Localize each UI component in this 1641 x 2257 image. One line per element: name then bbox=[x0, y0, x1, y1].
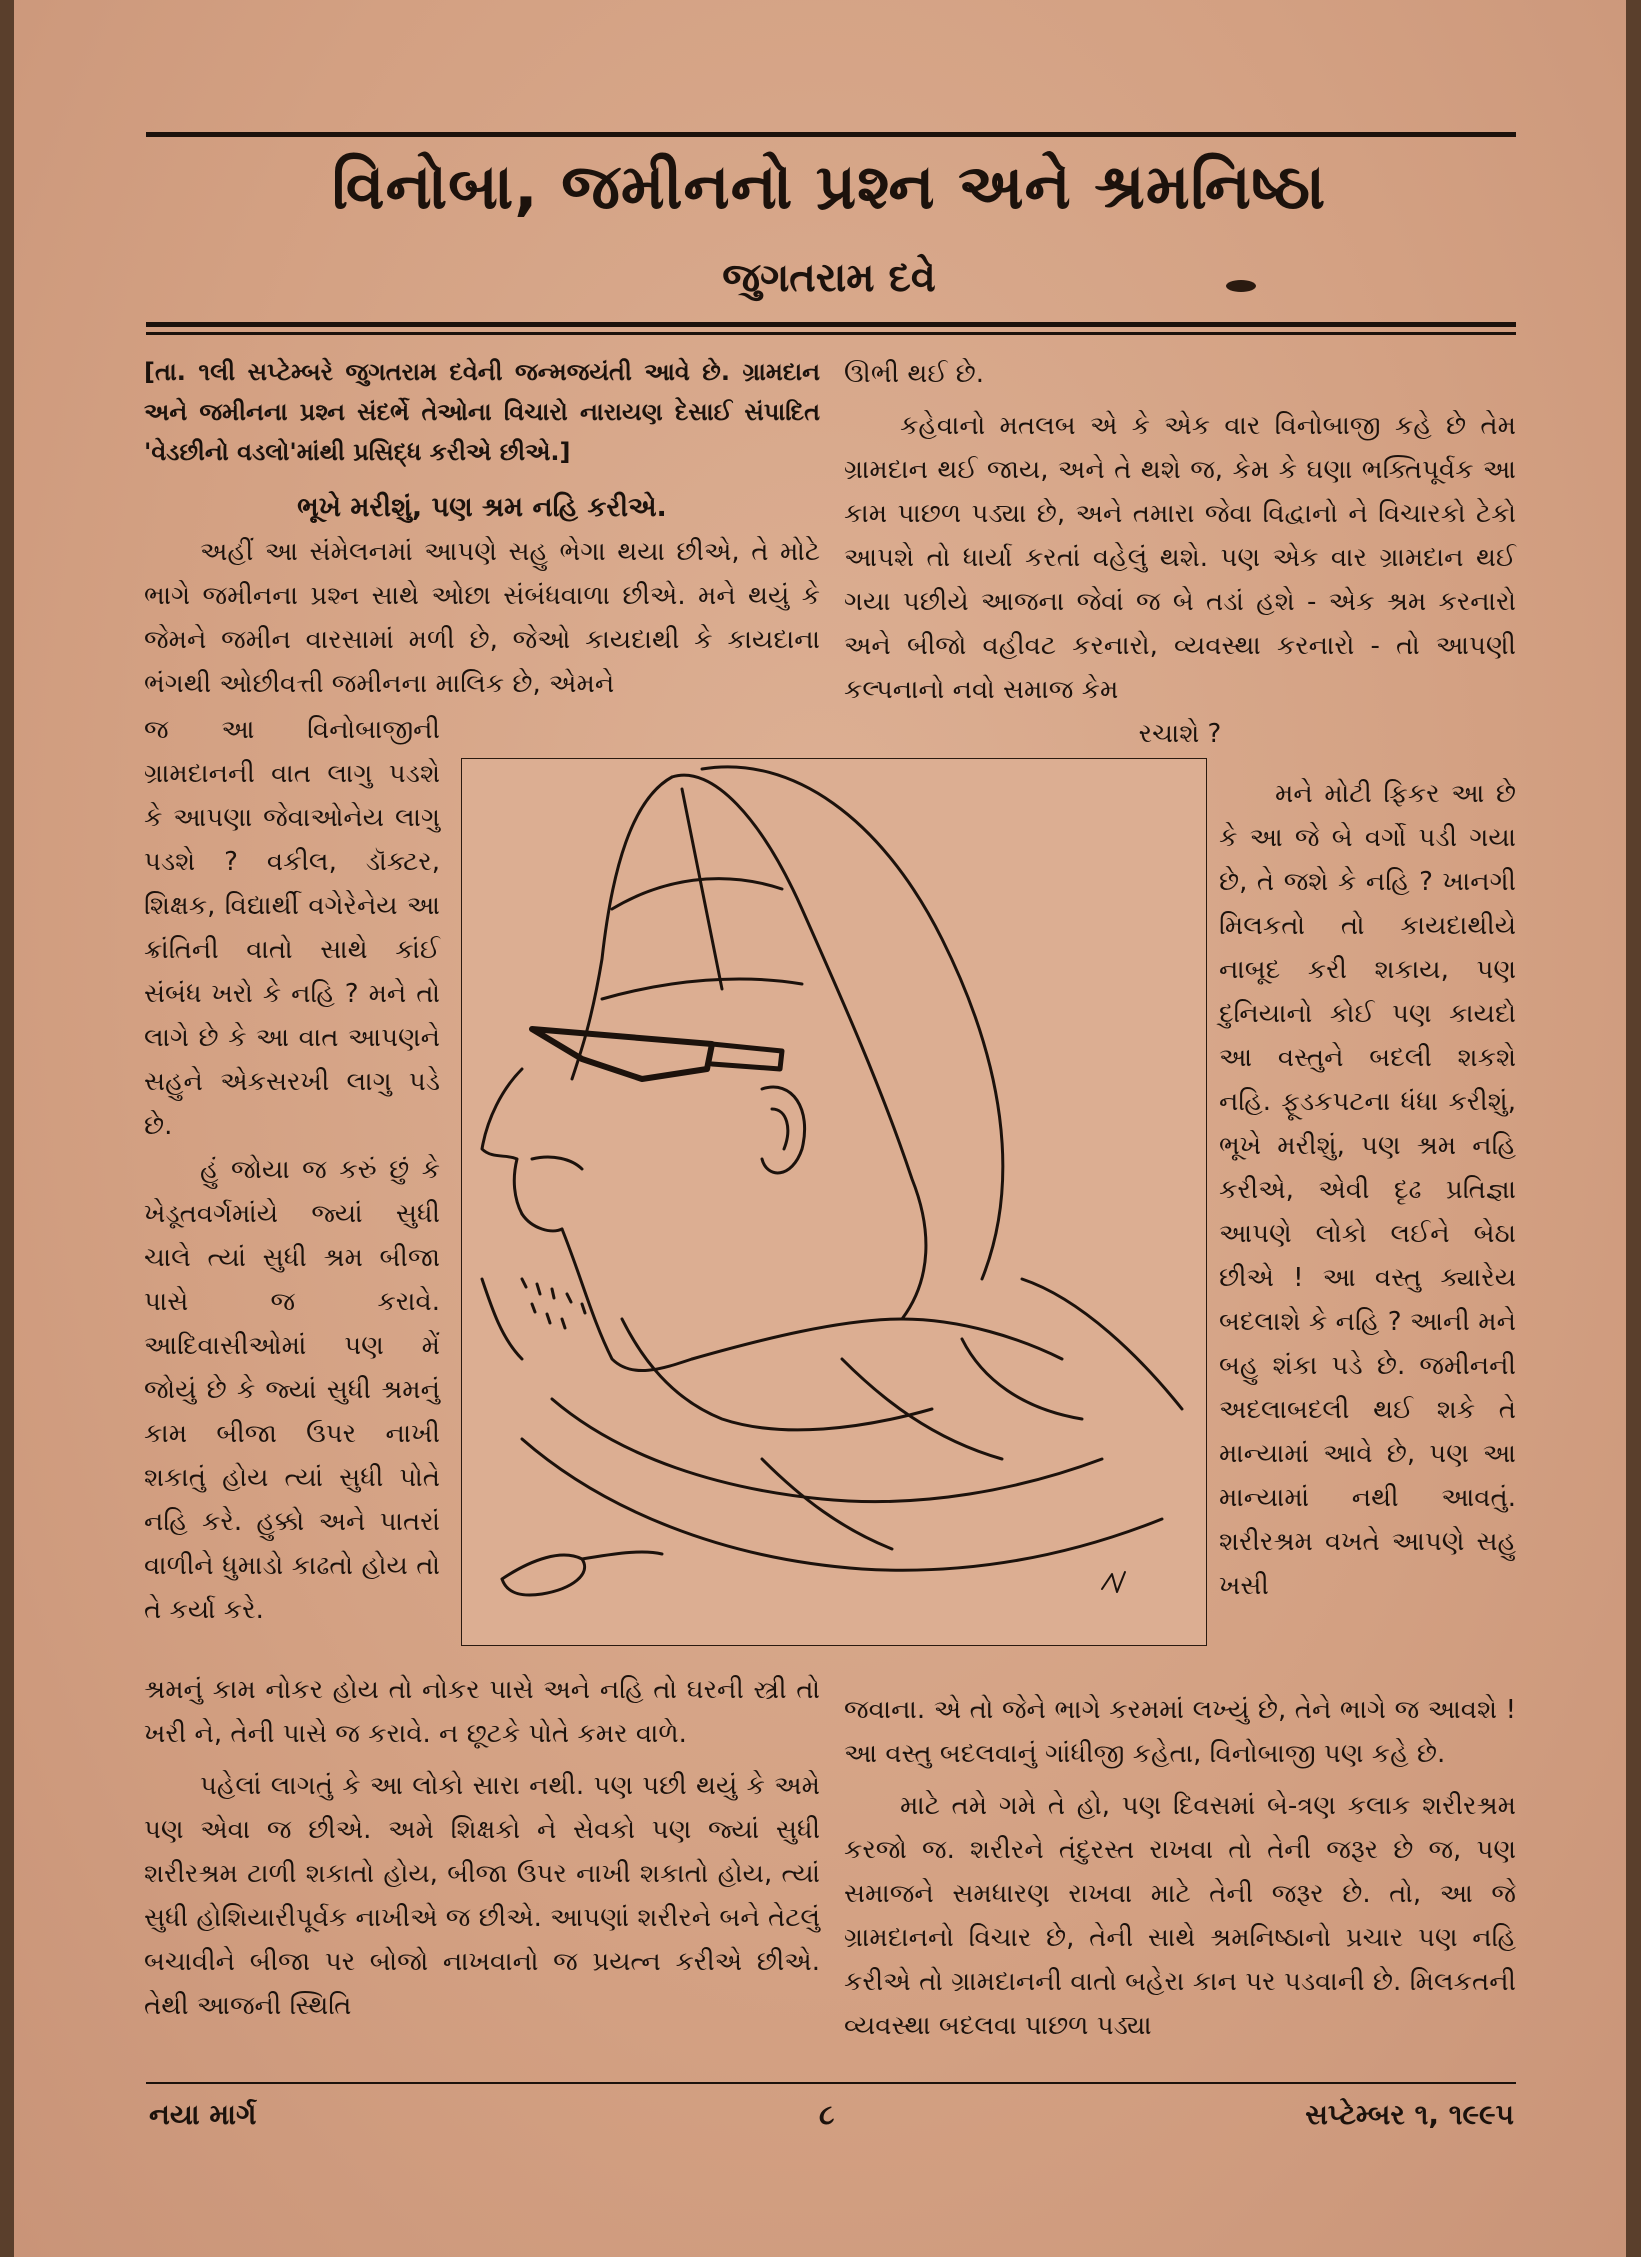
left-paragraph-1a: અહીં આ સંમેલનમાં આપણે સહુ ભેગા થયા છીએ, તે મોટે ભાગે જમીનના પ્રશ્ન સાથે ઓછા સંબંધવાળા છીએ. મને થયું કે જેમને જમીન વારસામાં મળી છે, જેઓ કાયદાથી કે કાયદાના ભંગથી ઓછીવત્તી જમીનના માલિક છે, એમને bbox=[144, 537, 820, 699]
right-column-top bbox=[844, 352, 1516, 756]
left-paragraph-2a: હું જોયા જ કરું છું કે ખેડૂતવર્ગમાંયે જ્યાં સુધી ચાલે ત્યાં સુધી શ્રમ બીજા પાસે જ કરાવે. આદિવાસીઓમાં પણ મેં જોયું છે કે જ્યાં સુધી શ્રમનું કામ બીજા ઉપર નાખી શકાતું હોય ત્યાં સુધી પોતે નહિ કરે. હુક્કો અને પાતરાં વાળીને ધુમાડો કાઢતો હોય તો તે કર્યા કરે. bbox=[144, 1155, 440, 1625]
footer-date: સપ્ટેમ્બર ૧, ૧૯૯૫ bbox=[1305, 2098, 1514, 2131]
header-rule-double-1 bbox=[146, 322, 1516, 327]
right-column-bottom bbox=[844, 1688, 1516, 2048]
left-column-bottom bbox=[144, 1668, 820, 2028]
left-paragraph-3: પહેલાં લાગતું કે આ લોકો સારા નથી. પણ પછી થયું કે અમે પણ એવા જ છીએ. અમે શિક્ષકો ને સેવકો પણ જ્યાં સુધી શરીરશ્રમ ટાળી શકાતો હોય, બીજા ઉપર નાખી શકાતો હોય, ત્યાં સુધી હોશિયારીપૂર્વક નાખીએ જ છીએ. આપણાં શરીરને બને તેટલું બચાવીને બીજા પર બોજો નાખવાનો જ પ્રયત્ન કરીએ છીએ. તેથી આજની સ્થિતિ bbox=[144, 1771, 820, 2021]
header-rule-top bbox=[146, 132, 1516, 137]
right-paragraph-1-end: રચાશે ? bbox=[1138, 719, 1222, 749]
right-paragraph-2a: મને મોટી ફિકર આ છે કે આ જે બે વર્ગો પડી ગયા છે, તે જશે કે નહિ ? ખાનગી મિલકતો તો કાયદાથીયે નાબૂદ કરી શકાય, પણ દુનિયાનો કોઈ પણ કાયદો આ વસ્તુને બદલી શકશે નહિ. ફૂડકપટના ધંધા કરીશું, ભૂખે મરીશું, પણ શ્રમ નહિ કરીએ, એવી દૃઢ પ્રતિજ્ઞા આપણે લોકો લઈને બેઠા છીએ ! આ વસ્તુ ક્યારેય બદલાશે કે નહિ ? આની મને બહુ શંકા પડે છે. જમીનની અદલાબદલી થઈ શકે તે માન્યામાં આવે છે, પણ આ માન્યામાં નથી આવતું. શરીરશ્રમ વખતે આપણે સહુ ખસી bbox=[1219, 779, 1516, 1601]
left-column-top bbox=[144, 352, 820, 706]
left-column-narrow bbox=[144, 708, 440, 1632]
article-title: વિનોબા, જમીનનો પ્રશ્ન અને શ્રમનિષ્ઠા bbox=[331, 150, 1327, 223]
right-paragraph-3: માટે તમે ગમે તે હો, પણ દિવસમાં બે-ત્રણ કલાક શરીરશ્રમ કરજો જ. શરીરને તંદુરસ્ત રાખવા તો તેની જરૂર છે જ, પણ સમાજને સમધારણ રાખવા માટે તેની જરૂર છે. તો, આ જે ગ્રામદાનનો વિચાર છે, તેની સાથે શ્રમનિષ્ઠાનો પ્રચાર પણ નહિ કરીએ તો ગ્રામદાનની વાતો બહેરા કાન પર પડવાની છે. મિલકતની વ્યવસ્થા બદલવા પાછળ પડ્યા bbox=[844, 1791, 1516, 2041]
right-column-narrow bbox=[1219, 772, 1516, 1608]
header-rule-double-2 bbox=[146, 332, 1516, 335]
article-intro: [તા. ૧લી સપ્ટેમ્બરે જુગતરામ દવેની જન્મજયંતી આવે છે. ગ્રામદાન અને જમીનના પ્રશ્ન સંદર્ભે તેઓના વિચારો નારાયણ દેસાઈ સંપાદિત 'વેડછીનો વડલો'માંથી પ્રસિદ્ધ કરીએ છીએ.] bbox=[144, 358, 820, 466]
right-paragraph-2b: જવાના. એ તો જેને ભાગે કરમમાં લખ્યું છે, તેને ભાગે જ આવશે ! આ વસ્તુ બદલવાનું ગાંધીજી કહેતા, વિનોબાજી પણ કહે છે. bbox=[844, 1695, 1516, 1769]
magazine-page bbox=[14, 0, 1626, 2257]
ink-blot bbox=[1226, 280, 1256, 292]
left-paragraph-2b: શ્રમનું કામ નોકર હોય તો નોકર પાસે અને નહિ તો ઘરની સ્ત્રી તો ખરી ને, તેની પાસે જ કરાવે. ન છૂટકે પોતે કમર વાળે. bbox=[144, 1675, 820, 1749]
footer-rule bbox=[146, 2082, 1516, 2084]
right-paragraph-1: કહેવાનો મતલબ એ કે એક વાર વિનોબાજી કહે છે તેમ ગ્રામદાન થઈ જાય, અને તે થશે જ, કેમ કે ઘણા ભક્તિપૂર્વક આ કામ પાછળ પડ્યા છે, અને તમારા જેવા વિદ્વાનો ને વિચારકો ટેકો આપશે તો ધાર્યા કરતાં વહેલું થશે. પણ એક વાર ગ્રામદાન થઈ ગયા પછીયે આજના જેવાં જ બે તડાં હશે - એક શ્રમ કરનારો અને બીજો વહીવટ કરનારો, વ્યવસ્થા કરનારો - તો આપણી કલ્પનાનો નવો સમાજ કેમ bbox=[844, 411, 1516, 705]
right-paragraph-0: ઊભી થઈ છે. bbox=[844, 359, 985, 389]
footer-publication: નયા માર્ગ bbox=[149, 2098, 257, 2131]
portrait-sketch-drawing bbox=[462, 759, 1206, 1645]
article-author: જુગતરામ દવે bbox=[722, 255, 936, 301]
portrait-sketch bbox=[461, 758, 1207, 1646]
left-paragraph-1b: જ આ વિનોબાજીની ગ્રામદાનની વાત લાગુ પડશે કે આપણા જેવાઓનેય લાગુ પડશે ? વકીલ, ડૉક્ટર, શિક્ષક, વિદ્યાર્થી વગેરેનેય આ ક્રાંતિની વાતો સાથે કાંઈ સંબંધ ખરો કે નહિ ? મને તો લાગે છે કે આ વાત આપણને સહુને એકસરખી લાગુ પડે છે. bbox=[144, 715, 440, 1141]
footer-page-number: ૮ bbox=[819, 2098, 835, 2131]
article-subheading: ભૂખે મરીશું, પણ શ્રમ નહિ કરીએ. bbox=[297, 492, 667, 523]
